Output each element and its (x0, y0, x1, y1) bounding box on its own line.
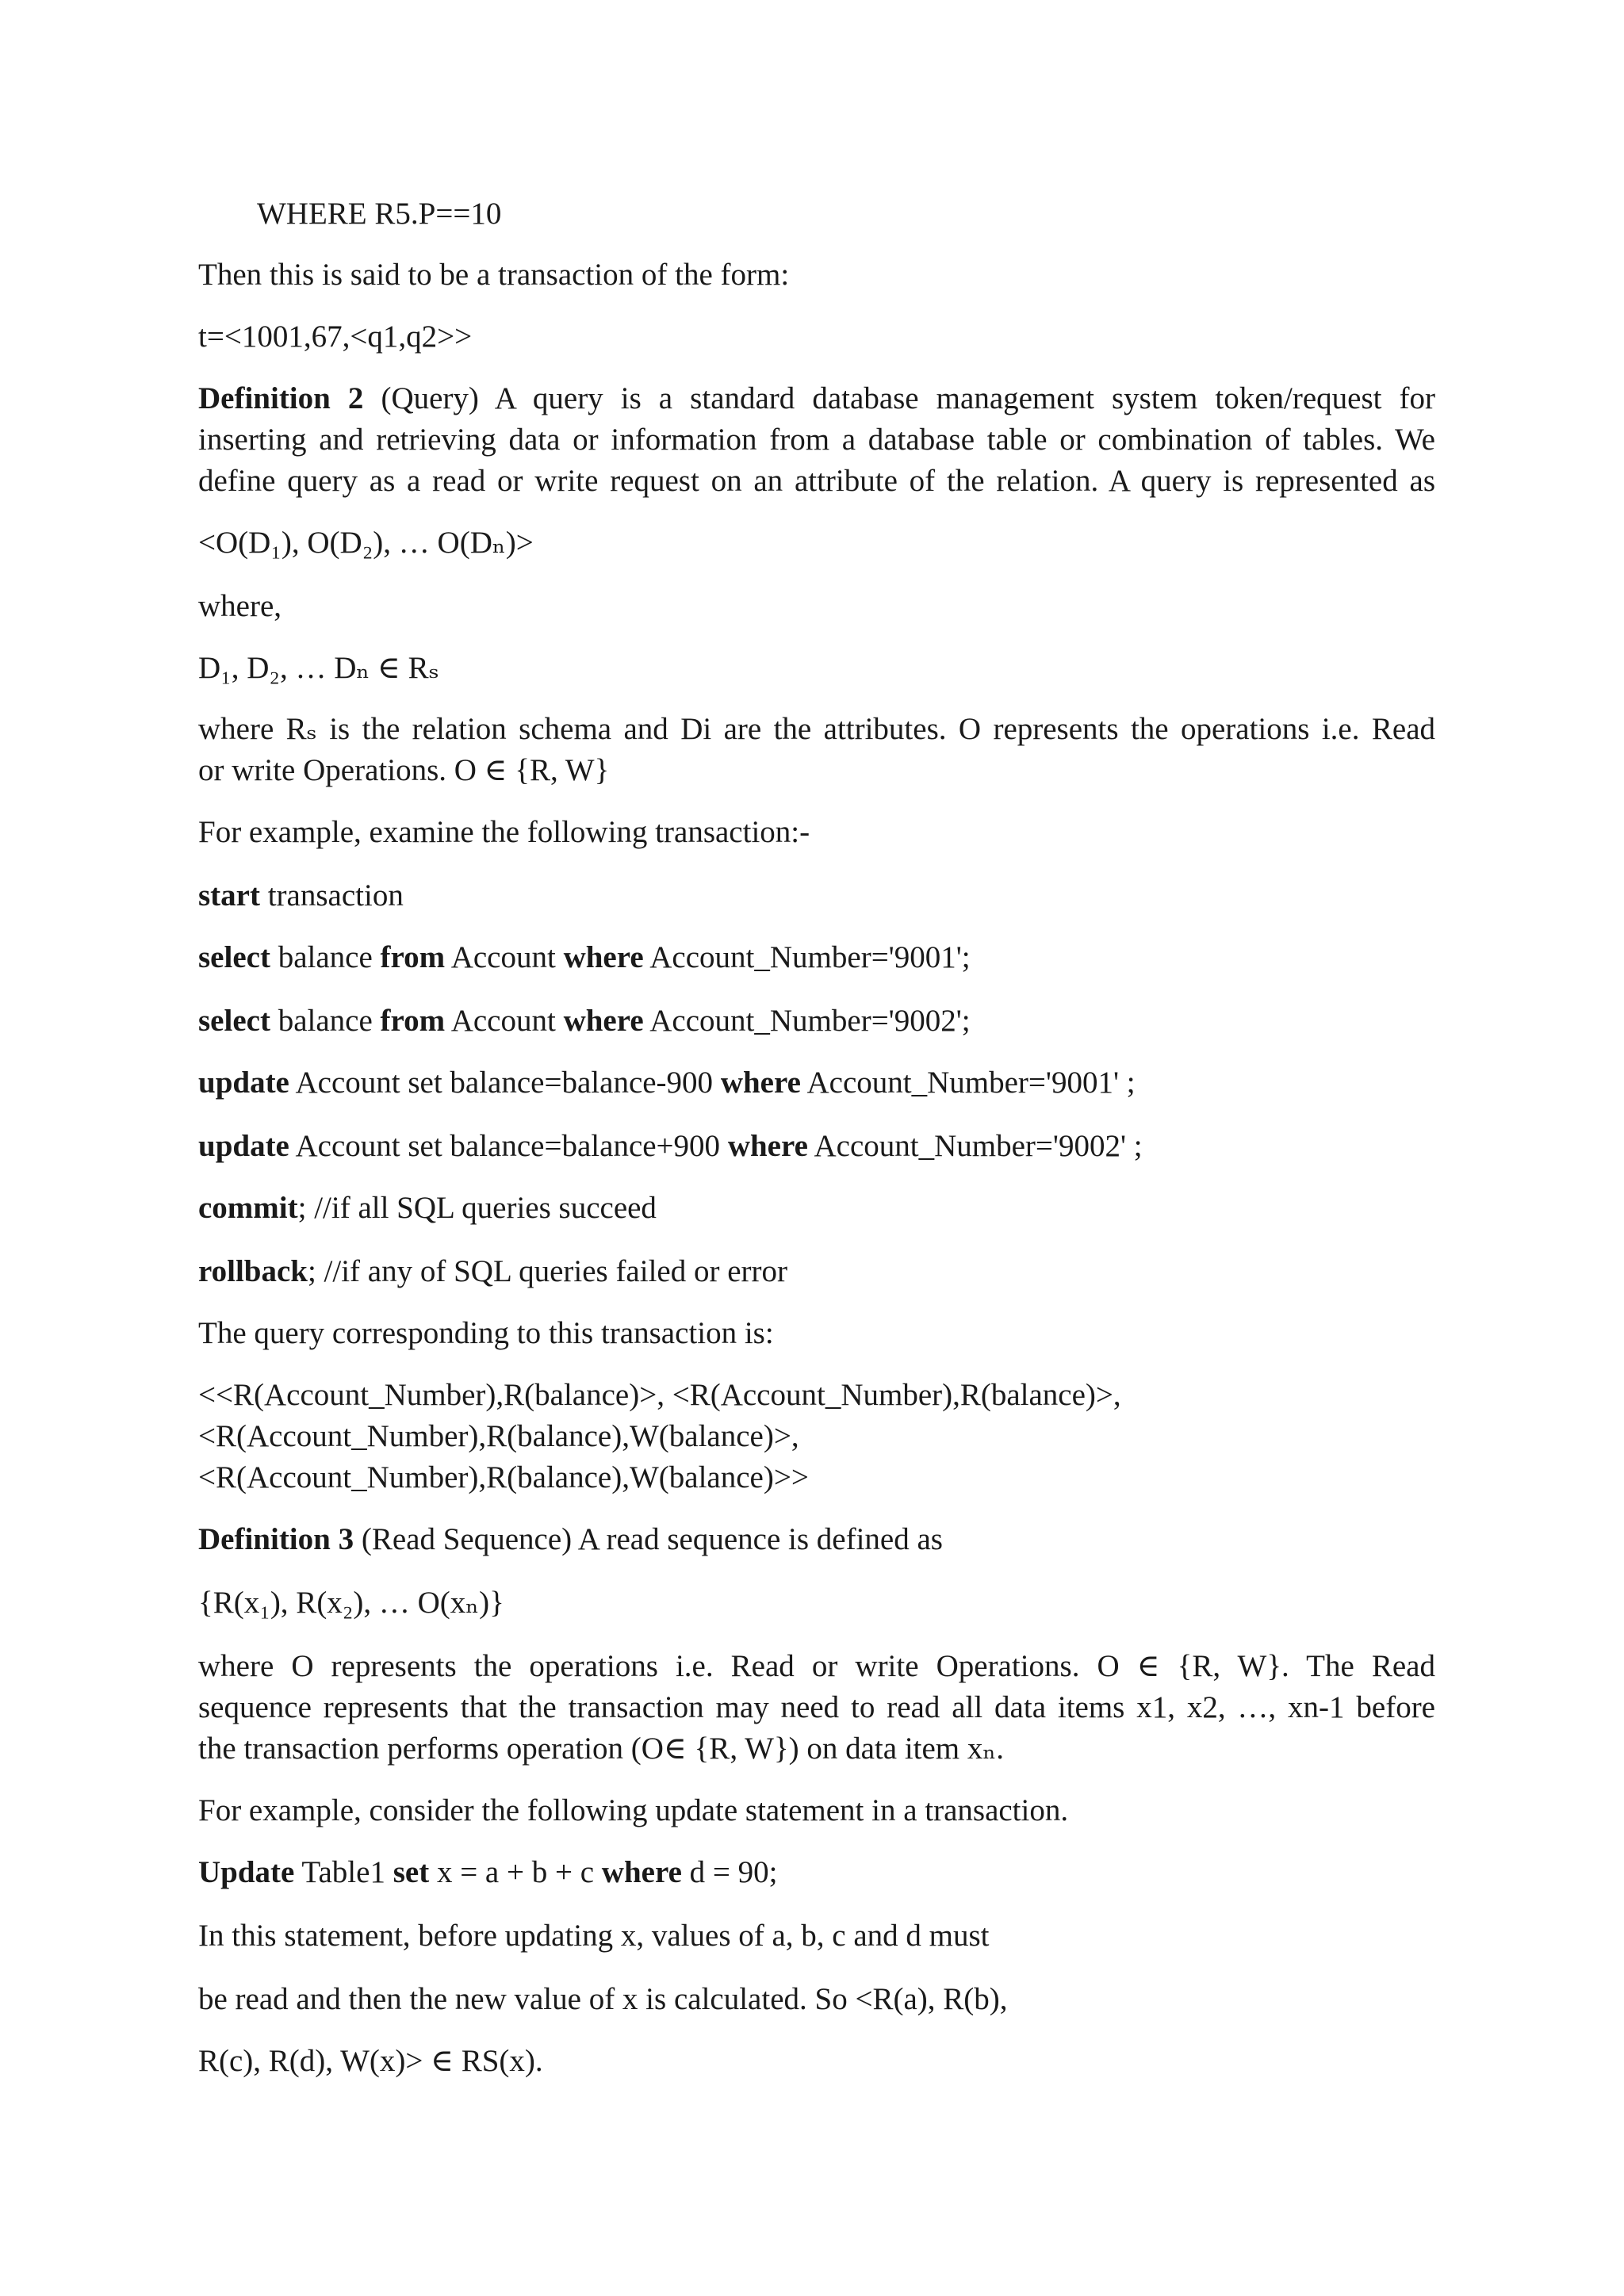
definition-2-label: Definition 2 (198, 381, 364, 415)
statement-explanation-line-2: be read and then the new value of x is calculated. So <R(a), R(b), (198, 1982, 1008, 2016)
code-update-9002: update Account set balance=balance+900 where Account_Number='9002' ; (198, 1129, 1143, 1163)
query-corresponding-sentence: The query corresponding to this transaction is: (198, 1316, 774, 1350)
code-select-9001: select balance from Account where Account_Number='9001'; (198, 940, 971, 974)
query-result-line-3: <R(Account_Number),R(balance),W(balance)>> (198, 1460, 809, 1494)
statement-explanation-line-3: R(c), R(d), W(x)> ∈ RS(x). (198, 2044, 543, 2078)
code-select-9002: select balance from Account where Account_Number='9002'; (198, 1004, 971, 1038)
query-result-line-2: <R(Account_Number),R(balance),W(balance)>, (198, 1419, 799, 1453)
definition-3: Definition 3 (Read Sequence) A read sequence is defined as (198, 1522, 943, 1556)
definition-2-line-3: define query as a read or write request on an attribute of the relation. A query is represented as (198, 464, 1435, 498)
read-sequence-explanation-line-1: where O represents the operations i.e. Read or write Operations. O ∈ {R, W}. The Read (198, 1649, 1435, 1683)
example-intro-2: For example, consider the following update statement in a transaction. (198, 1793, 1069, 1827)
update-statement: Update Table1 set x = a + b + c where d = 90; (198, 1855, 778, 1889)
attribute-set-formula: D₁, D₂, … Dₙ ∈ Rₛ (198, 651, 439, 685)
transaction-form-sentence: Then this is said to be a transaction of the form: (198, 258, 790, 292)
relation-schema-line-1: where Rₛ is the relation schema and Di are the attributes. O represents the operations i.e. Read (198, 712, 1435, 746)
definition-3-label: Definition 3 (198, 1522, 354, 1556)
where-clause-line: WHERE R5.P==10 (257, 197, 502, 231)
definition-2-line-2: inserting and retrieving data or information from a database table or combination of tables. We (198, 423, 1435, 457)
code-rollback: rollback; //if any of SQL queries failed or error (198, 1254, 787, 1288)
transaction-tuple: t=<1001,67,<q1,q2>> (198, 320, 473, 354)
read-sequence-formula: {R(x₁), R(x₂), … O(xₙ)} (198, 1586, 504, 1620)
code-commit: commit; //if all SQL queries succeed (198, 1191, 657, 1225)
read-sequence-explanation-line-3: the transaction performs operation (O∈ {R, W}) on data item xₙ. (198, 1732, 1005, 1766)
code-update-9001: update Account set balance=balance-900 where Account_Number='9001' ; (198, 1066, 1136, 1100)
example-intro-1: For example, examine the following transaction:- (198, 815, 810, 849)
statement-explanation-line-1: In this statement, before updating x, values of a, b, c and d must (198, 1919, 990, 1953)
read-sequence-explanation-line-2: sequence represents that the transaction may need to read all data items x1, x2, …, xn-1 before (198, 1690, 1435, 1724)
relation-schema-line-2: or write Operations. O ∈ {R, W} (198, 753, 610, 787)
where-label: where, (198, 589, 282, 623)
query-formula: <O(D₁), O(D₂), … O(Dₙ)> (198, 526, 534, 560)
query-result-line-1: <<R(Account_Number),R(balance)>, <R(Account_Number),R(balance)>, (198, 1378, 1121, 1412)
code-start-transaction: start transaction (198, 878, 404, 913)
definition-2-line-1: Definition 2 (Query) A query is a standard database management system token/request for (198, 381, 1436, 415)
